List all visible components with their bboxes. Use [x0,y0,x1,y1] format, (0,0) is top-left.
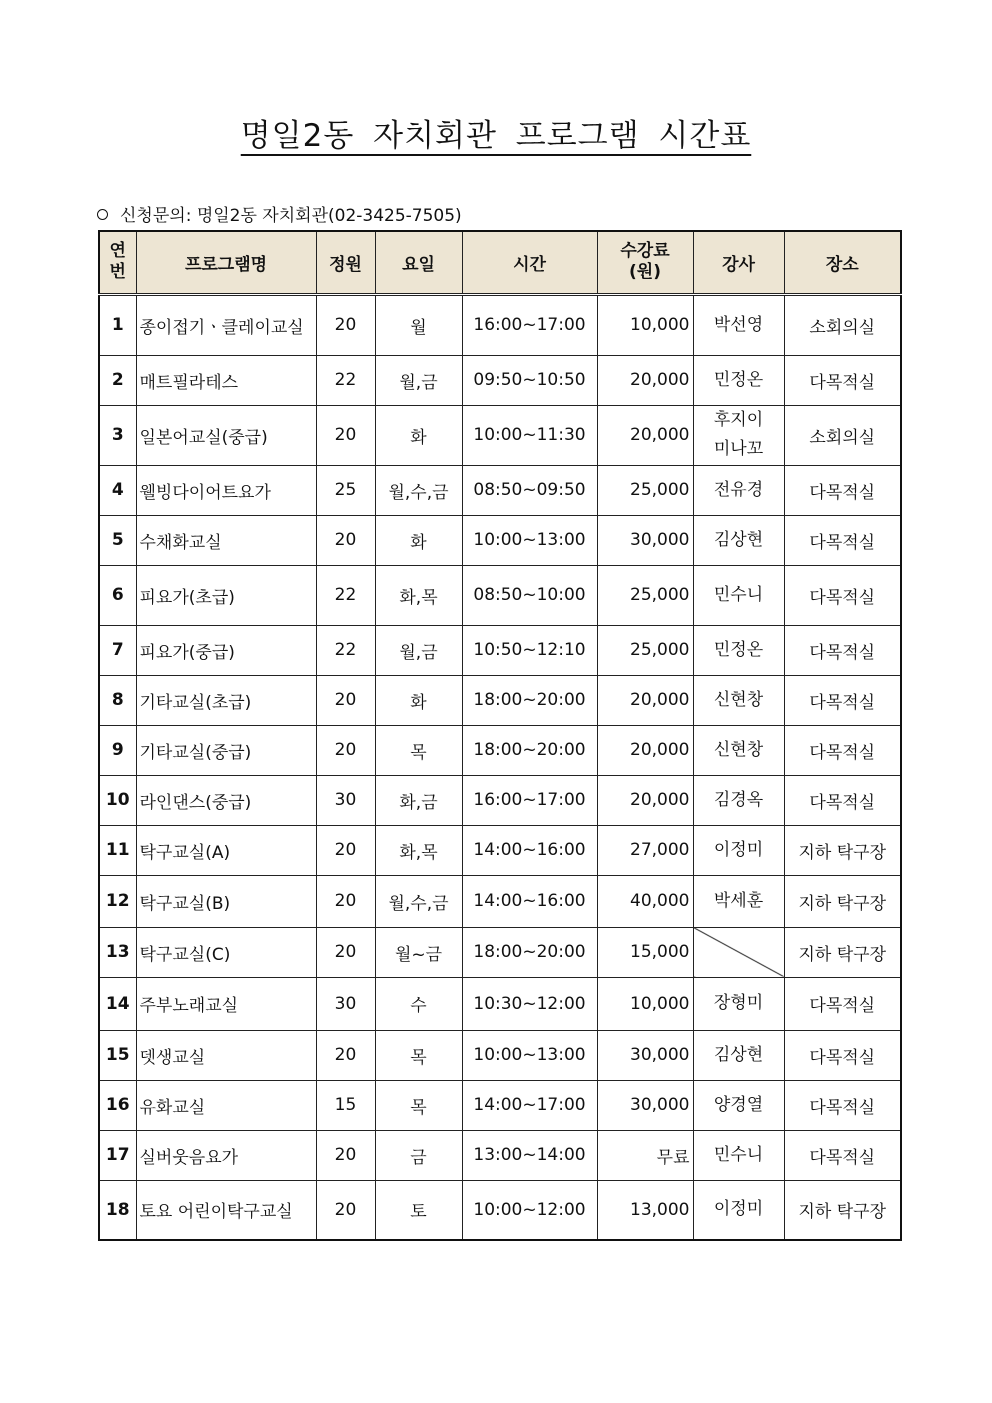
cell-place: 다목적실 [784,565,901,625]
cell-time: 10:50~12:10 [462,625,597,675]
header-no [99,231,136,294]
cell-time: 10:00~12:00 [462,1180,597,1240]
cell-capacity: 20 [316,1030,375,1080]
cell-program: 유화교실 [136,1080,316,1130]
cell-no: 4 [99,465,136,515]
cell-place: 소회의실 [784,405,901,465]
cell-days: 화,목 [375,565,462,625]
cell-days: 월,수,금 [375,465,462,515]
cell-no: 1 [99,294,136,355]
cell-program: 웰빙다이어트요가 [136,465,316,515]
cell-fee: 20,000 [597,775,693,825]
cell-days: 목 [375,1080,462,1130]
cell-days: 월~금 [375,927,462,977]
cell-teacher [693,927,784,977]
header-fee-line1: 수강료 [620,241,670,262]
cell-no: 15 [99,1030,136,1080]
cell-time: 16:00~17:00 [462,775,597,825]
cell-teacher: 김상현 [693,515,784,565]
cell-time: 10:00~13:00 [462,515,597,565]
table-row [99,825,901,875]
cell-program: 피요가(중급) [136,625,316,675]
table-row [99,725,901,775]
cell-fee: 15,000 [597,927,693,977]
table-row [99,675,901,725]
cell-time: 08:50~09:50 [462,465,597,515]
cell-capacity: 22 [316,355,375,405]
cell-capacity: 30 [316,977,375,1030]
cell-place: 다목적실 [784,465,901,515]
table-row [99,515,901,565]
header-no-line1: 연 [109,241,126,262]
cell-place: 지하 탁구장 [784,1180,901,1240]
cell-fee: 30,000 [597,1030,693,1080]
cell-teacher: 장형미 [693,977,784,1030]
table-row [99,977,901,1030]
cell-time: 14:00~16:00 [462,875,597,927]
cell-fee: 10,000 [597,294,693,355]
cell-place: 다목적실 [784,1030,901,1080]
cell-days: 화 [375,515,462,565]
cell-teacher: 신현창 [693,725,784,775]
cell-capacity: 20 [316,875,375,927]
cell-teacher: 양경열 [693,1080,784,1130]
cell-capacity: 25 [316,465,375,515]
cell-days: 목 [375,725,462,775]
cell-program: 매트필라테스 [136,355,316,405]
header-fee [597,231,693,294]
cell-capacity: 20 [316,1130,375,1180]
cell-place: 다목적실 [784,515,901,565]
table-row [99,294,901,355]
cell-program: 종이접기ㆍ클레이교실 [136,294,316,355]
cell-teacher: 전유경 [693,465,784,515]
cell-program: 탁구교실(A) [136,825,316,875]
cell-place: 다목적실 [784,977,901,1030]
cell-capacity: 20 [316,675,375,725]
cell-fee: 25,000 [597,565,693,625]
cell-program: 일본어교실(중급) [136,405,316,465]
cell-no: 5 [99,515,136,565]
cell-teacher: 신현창 [693,675,784,725]
header-time: 시간 [462,231,597,294]
header-no-line2: 번 [109,262,126,283]
header-place: 장소 [784,231,901,294]
cell-time: 18:00~20:00 [462,927,597,977]
cell-time: 09:50~10:50 [462,355,597,405]
cell-days: 화 [375,675,462,725]
cell-fee: 20,000 [597,725,693,775]
cell-fee: 무료 [597,1130,693,1180]
cell-teacher: 민정온 [693,355,784,405]
cell-fee: 20,000 [597,355,693,405]
cell-fee: 30,000 [597,1080,693,1130]
cell-teacher: 김상현 [693,1030,784,1080]
cell-program: 라인댄스(중급) [136,775,316,825]
cell-days: 금 [375,1130,462,1180]
table-row [99,405,901,465]
cell-no: 17 [99,1130,136,1180]
cell-fee: 20,000 [597,675,693,725]
cell-teacher: 후지이 미나꼬 [693,405,784,465]
cell-program: 기타교실(초급) [136,675,316,725]
cell-capacity: 22 [316,565,375,625]
cell-program: 토요 어린이탁구교실 [136,1180,316,1240]
cell-fee: 40,000 [597,875,693,927]
table-row [99,565,901,625]
table-row [99,1130,901,1180]
cell-time: 08:50~10:00 [462,565,597,625]
cell-days: 목 [375,1030,462,1080]
cell-capacity: 20 [316,927,375,977]
cell-no: 8 [99,675,136,725]
cell-place: 다목적실 [784,675,901,725]
cell-teacher: 김경옥 [693,775,784,825]
table-row [99,1080,901,1130]
cell-capacity: 15 [316,1080,375,1130]
cell-teacher: 민정온 [693,625,784,675]
cell-place: 지하 탁구장 [784,927,901,977]
cell-teacher: 이정미 [693,825,784,875]
cell-time: 13:00~14:00 [462,1130,597,1180]
cell-place: 지하 탁구장 [784,875,901,927]
cell-time: 10:00~13:00 [462,1030,597,1080]
cell-capacity: 30 [316,775,375,825]
cell-fee: 30,000 [597,515,693,565]
cell-fee: 27,000 [597,825,693,875]
cell-capacity: 20 [316,515,375,565]
schedule-table [98,230,902,1241]
cell-capacity: 20 [316,1180,375,1240]
header-days: 요일 [375,231,462,294]
cell-no: 3 [99,405,136,465]
cell-time: 18:00~20:00 [462,725,597,775]
cell-teacher: 이정미 [693,1180,784,1240]
cell-teacher: 박세훈 [693,875,784,927]
cell-no: 18 [99,1180,136,1240]
table-row [99,875,901,927]
cell-no: 11 [99,825,136,875]
header-fee-line2: (원) [629,262,661,283]
cell-no: 6 [99,565,136,625]
cell-program: 실버웃음요가 [136,1130,316,1180]
cell-days: 화,금 [375,775,462,825]
cell-program: 수채화교실 [136,515,316,565]
cell-fee: 13,000 [597,1180,693,1240]
circle-bullet-icon [97,209,108,220]
cell-no: 16 [99,1080,136,1130]
header-program: 프로그램명 [136,231,316,294]
contact-info [97,201,462,226]
cell-no: 14 [99,977,136,1030]
table-row [99,465,901,515]
cell-no: 10 [99,775,136,825]
cell-capacity: 20 [316,294,375,355]
page-title-text: 명일2동 자치회관 프로그램 시간표 [240,118,752,154]
cell-days: 월,수,금 [375,875,462,927]
cell-place: 소회의실 [784,294,901,355]
cell-capacity: 20 [316,725,375,775]
contact-text: 신청문의: 명일2동 자치회관(02-3425-7505) [120,206,462,226]
table-row [99,775,901,825]
cell-days: 월,금 [375,355,462,405]
cell-program: 탁구교실(C) [136,927,316,977]
table-row [99,625,901,675]
header-capacity: 정원 [316,231,375,294]
cell-place: 다목적실 [784,625,901,675]
cell-no: 13 [99,927,136,977]
page-title [0,110,992,155]
cell-time: 10:00~11:30 [462,405,597,465]
cell-program: 피요가(초급) [136,565,316,625]
cell-time: 14:00~16:00 [462,825,597,875]
cell-fee: 10,000 [597,977,693,1030]
cell-time: 18:00~20:00 [462,675,597,725]
cell-days: 월 [375,294,462,355]
cell-fee: 20,000 [597,405,693,465]
cell-place: 다목적실 [784,355,901,405]
cell-fee: 25,000 [597,625,693,675]
table-row [99,1030,901,1080]
cell-no: 9 [99,725,136,775]
cell-capacity: 20 [316,825,375,875]
cell-capacity: 20 [316,405,375,465]
cell-no: 12 [99,875,136,927]
cell-no: 7 [99,625,136,675]
cell-fee: 25,000 [597,465,693,515]
cell-program: 기타교실(중급) [136,725,316,775]
cell-days: 월,금 [375,625,462,675]
cell-no: 2 [99,355,136,405]
table-row [99,355,901,405]
cell-time: 16:00~17:00 [462,294,597,355]
cell-teacher: 박선영 [693,294,784,355]
header-teacher: 강사 [693,231,784,294]
cell-days: 화 [375,405,462,465]
cell-capacity: 22 [316,625,375,675]
cell-program: 주부노래교실 [136,977,316,1030]
cell-program: 탁구교실(B) [136,875,316,927]
cell-place: 다목적실 [784,725,901,775]
cell-place: 다목적실 [784,1080,901,1130]
cell-teacher: 민수니 [693,565,784,625]
table-row [99,927,901,977]
cell-days: 수 [375,977,462,1030]
cell-days: 화,목 [375,825,462,875]
cell-time: 14:00~17:00 [462,1080,597,1130]
header-row [99,231,901,294]
table-row [99,1180,901,1240]
cell-teacher: 민수니 [693,1130,784,1180]
cell-time: 10:30~12:00 [462,977,597,1030]
cell-place: 다목적실 [784,1130,901,1180]
cell-place: 다목적실 [784,775,901,825]
cell-program: 뎃생교실 [136,1030,316,1080]
cell-place: 지하 탁구장 [784,825,901,875]
cell-days: 토 [375,1180,462,1240]
